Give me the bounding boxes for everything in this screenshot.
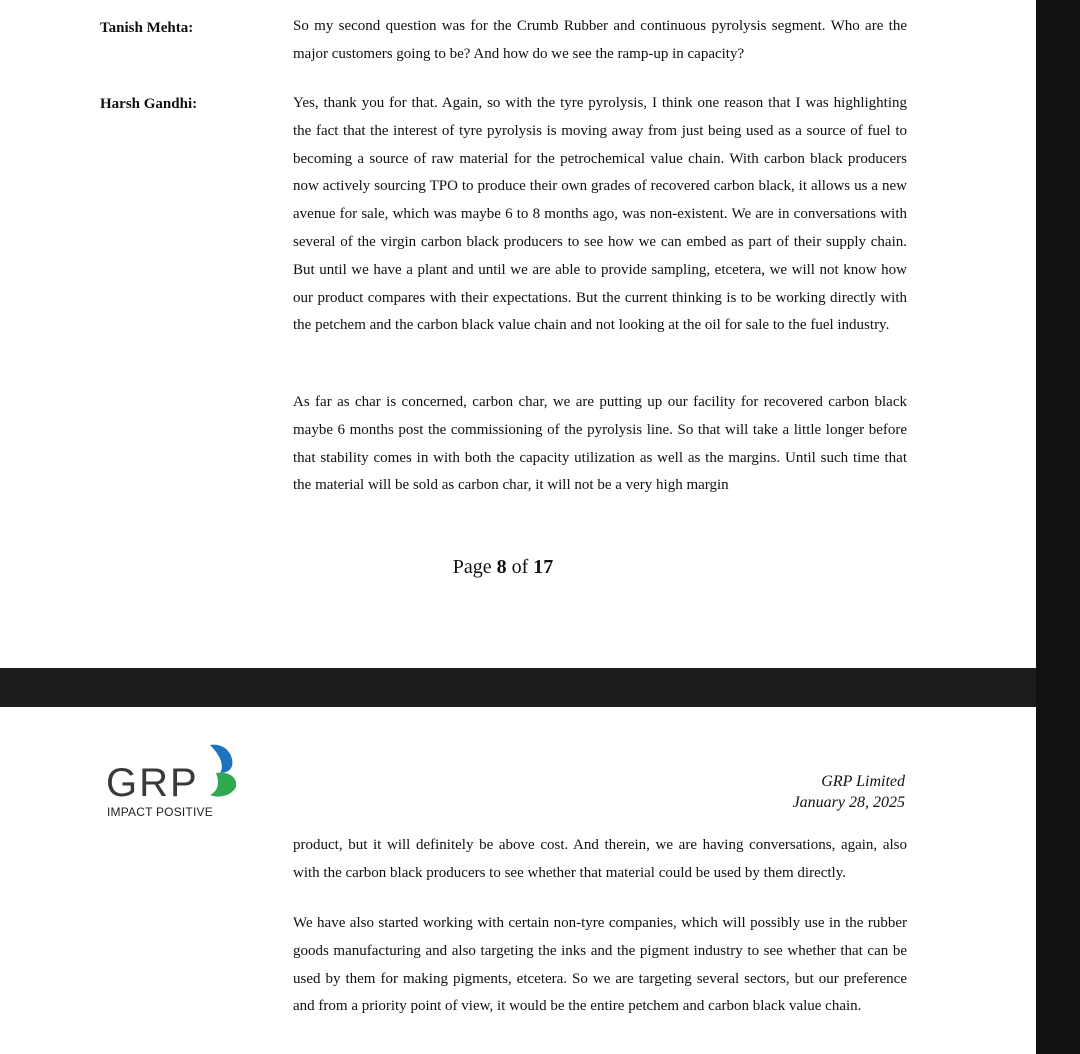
document-page-9 — [0, 707, 1036, 1054]
transcript-paragraph: As far as char is concerned, carbon char, we are putting up our facility for recovered carbon black maybe 6 months post the commissioning of the pyrolysis line. So that will take a little longer before that stability comes in with both the capacity utilization as well as the margins. Until such time that the material will be sold as carbon char, it will not be a very high margin — [293, 394, 907, 494]
transcript-paragraph: product, but it will definitely be above cost. And therein, we are having conversations, again, also with the carbon black producers to see whether that material could be used by them directly. — [293, 837, 907, 881]
page-label: Page — [452, 556, 492, 578]
logo-wordmark: GRP — [106, 761, 199, 805]
page-number — [0, 556, 1006, 579]
logo-tagline: IMPACT POSITIVE — [107, 805, 213, 819]
grp-logo — [106, 743, 246, 823]
page-current: 8 — [496, 556, 507, 578]
page-of: of — [511, 556, 529, 578]
speaker-name: Harsh Gandhi: — [100, 96, 198, 112]
page-total: 17 — [533, 556, 554, 578]
transcript-paragraph: We have also started working with certain non-tyre companies, which will possibly use in the rubber goods manufacturing and also targeting the inks and the pigment industry to see whether that can be used by them for making pigments, etcetera. So we are targeting several sectors, but our preference and from a priority point of view, it would be the entire petchem and carbon black value chain. — [293, 915, 907, 1015]
document-header — [793, 771, 905, 813]
leaf-mark-icon — [194, 743, 238, 799]
speaker-name: Tanish Mehta: — [100, 20, 194, 36]
company-name: GRP Limited — [821, 773, 905, 790]
call-date: January 28, 2025 — [792, 794, 905, 811]
viewer-dark-edge — [1036, 0, 1080, 1054]
page-gap — [0, 668, 1036, 707]
transcript-paragraph: So my second question was for the Crumb Rubber and continuous pyrolysis segment. Who are the major customers going to be? And how do we see the ramp-up in capacity? — [293, 18, 907, 62]
transcript-paragraph: Yes, thank you for that. Again, so with the tyre pyrolysis, I think one reason that I was highlighting the fact that the interest of tyre pyrolysis is moving away from just being used as a source of fuel to becoming a source of raw material for the petrochemical value chain. With carbon black producers now actively sourcing TPO to produce their own grades of recovered carbon black, it allows us a new avenue for sale, which was maybe 6 to 8 months ago, was non-existent. We are in conversations with several of the virgin carbon black producers to see how we can embed as part of their supply chain. But until we have a plant and until we are able to provide sampling, etcetera, we will not know how our product compares with their expectations. But the current thinking is to be working directly with the petchem and the carbon black value chain and not looking at the oil for sale to the fuel industry. — [293, 95, 907, 334]
